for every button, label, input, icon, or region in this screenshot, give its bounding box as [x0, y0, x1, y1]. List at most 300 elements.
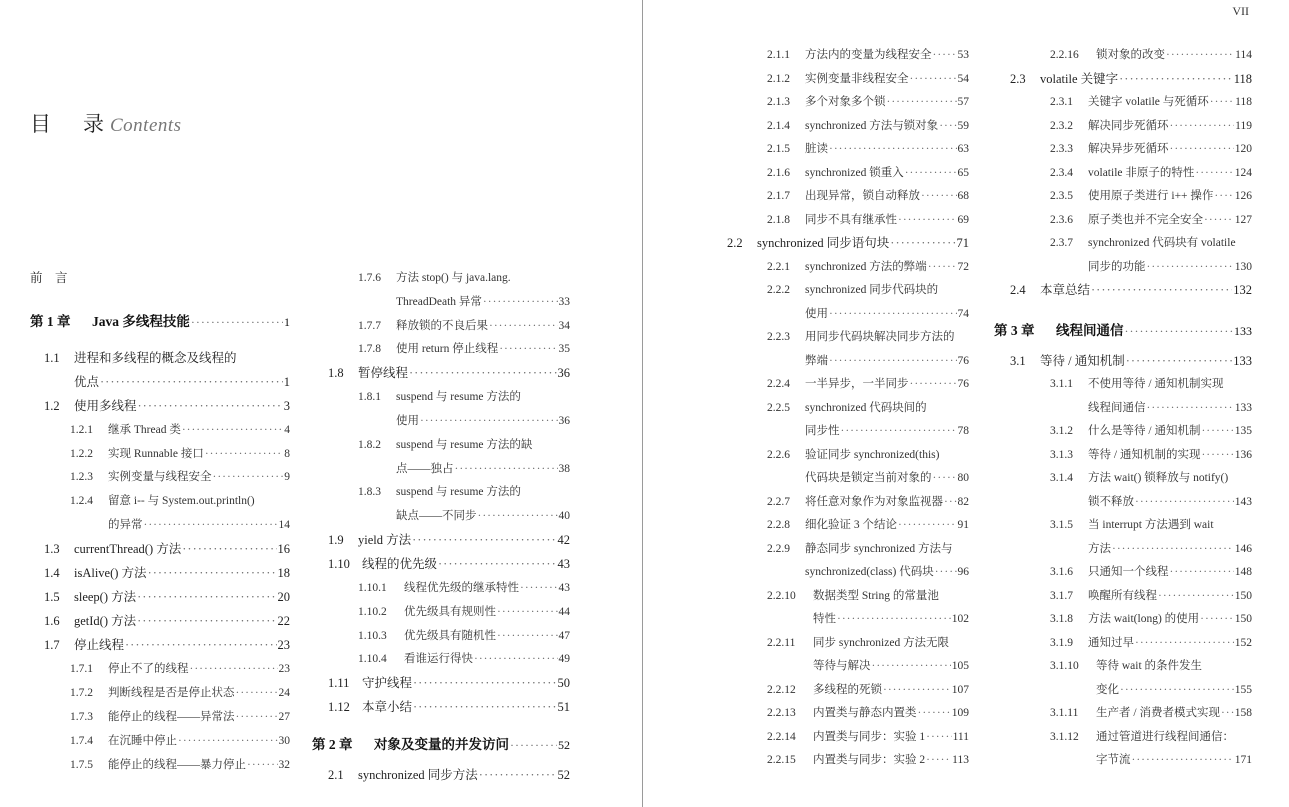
toc-entry[interactable] — [767, 211, 969, 229]
toc-leader-dots — [236, 684, 278, 702]
toc-entry-number: 1.11 — [328, 676, 350, 690]
toc-entry-number: 2.2.2 — [767, 284, 790, 296]
toc-entry[interactable] — [805, 563, 969, 581]
toc-leader-dots — [944, 493, 957, 511]
toc-entry-number: 3.1.2 — [1050, 425, 1073, 437]
toc-entry[interactable] — [328, 698, 570, 716]
toc-entry-number: 2.2 — [727, 236, 743, 250]
toc-entry-number: 1.7.6 — [358, 272, 381, 284]
toc-entry[interactable] — [1050, 164, 1252, 182]
toc-entry[interactable] — [358, 627, 570, 645]
toc-leader-dots — [1125, 322, 1234, 340]
toc-entry[interactable] — [1050, 234, 1252, 252]
toc-entry-page: 146 — [1234, 543, 1252, 555]
toc-entry[interactable] — [70, 468, 290, 486]
toc-entry-label: 解决异步死循环 — [1088, 143, 1169, 155]
toc-leader-dots — [1120, 681, 1234, 699]
toc-entry[interactable] — [1050, 117, 1252, 135]
toc-leader-dots — [1214, 187, 1233, 205]
toc-entry-label: 线程间通信 — [1056, 323, 1124, 338]
toc-leader-dots — [236, 708, 278, 726]
toc-entry-label: 原子类也并不完全安全 — [1088, 214, 1203, 226]
toc-entry-number: 3.1.5 — [1050, 519, 1073, 531]
toc-entry-page: 105 — [951, 660, 969, 672]
toc-entry-number: 2.2.10 — [767, 590, 796, 602]
toc-entry[interactable] — [767, 93, 969, 111]
toc-leader-dots — [1195, 164, 1233, 182]
toc-entry-label: 将任意对象作为对象监视器 — [805, 496, 943, 508]
toc-entry-label: 释放锁的不良后果 — [396, 320, 488, 332]
toc-leader-dots — [898, 211, 957, 229]
toc-leader-dots — [898, 516, 957, 534]
toc-leader-dots — [438, 555, 556, 573]
toc-leader-dots — [1221, 704, 1234, 722]
toc-entry[interactable] — [44, 540, 290, 558]
toc-entry-number: 3.1.12 — [1050, 731, 1079, 743]
toc-entry[interactable] — [358, 317, 570, 335]
toc-entry-label: 暂停线程 — [358, 366, 409, 380]
toc-entry[interactable] — [1050, 46, 1252, 64]
toc-entry[interactable] — [358, 388, 570, 406]
toc-entry[interactable] — [1096, 751, 1252, 769]
toc-leader-dots — [841, 422, 957, 440]
toc-leader-dots — [474, 650, 558, 668]
toc-entry[interactable] — [70, 756, 290, 774]
toc-entry[interactable] — [312, 736, 570, 754]
toc-entry[interactable] — [1096, 681, 1252, 699]
toc-entry-number: 1.2.2 — [70, 448, 93, 460]
toc-entry[interactable] — [767, 187, 969, 205]
toc-entry-label: 唤醒所有线程 — [1088, 590, 1157, 602]
toc-entry[interactable] — [767, 681, 969, 699]
toc-entry-label: 细化验证 3 个结论 — [805, 519, 897, 531]
toc-title-char-2: 录 — [83, 112, 104, 136]
toc-entry[interactable] — [358, 269, 570, 287]
toc-entry-label: 方法内的变量为线程安全 — [805, 49, 932, 61]
toc-leader-dots — [910, 70, 957, 88]
toc-leader-dots — [497, 627, 558, 645]
toc-entry[interactable] — [1088, 493, 1252, 511]
toc-entry-page: 158 — [1234, 707, 1252, 719]
toc-entry-label: 使用多线程 — [74, 399, 137, 413]
toc-entry[interactable] — [1050, 469, 1252, 487]
toc-entry[interactable] — [1050, 446, 1252, 464]
toc-entry-page: 133 — [1233, 354, 1252, 368]
toc-entry[interactable] — [1050, 657, 1252, 675]
toc-entry-label: suspend 与 resume 方法的 — [396, 486, 521, 498]
toc-entry[interactable] — [1010, 70, 1252, 88]
toc-entry-label: 停止不了的线程 — [108, 663, 189, 675]
toc-entry[interactable] — [1088, 540, 1252, 558]
toc-leader-dots — [890, 234, 955, 252]
toc-entry[interactable] — [70, 660, 290, 678]
toc-entry[interactable] — [328, 555, 570, 573]
toc-entry[interactable] — [1010, 352, 1252, 370]
toc-entry-label: 线程的优先级 — [362, 557, 438, 571]
toc-entry-label: suspend 与 resume 方法的缺 — [396, 439, 533, 451]
toc-leader-dots — [1166, 46, 1234, 64]
toc-entry-label: 只通知一个线程 — [1088, 566, 1169, 578]
toc-entry[interactable] — [396, 460, 570, 478]
toc-entry-page: 36 — [557, 366, 570, 380]
toc-entry-label: 线程间通信 — [1088, 402, 1146, 414]
toc-entry-label: 对象及变量的并发访问 — [374, 737, 509, 752]
toc-entry-page: 133 — [1234, 324, 1252, 338]
toc-entry-number: 2.3.4 — [1050, 167, 1073, 179]
toc-entry-number: 1.10.4 — [358, 653, 387, 665]
toc-leader-dots — [478, 507, 558, 525]
toc-entry-page: 133 — [1234, 402, 1252, 414]
toc-entry[interactable] — [767, 399, 969, 417]
toc-entry-number: 2.2.8 — [767, 519, 790, 531]
toc-entry-number: 第 1 章 — [30, 314, 71, 329]
toc-entry[interactable] — [1050, 516, 1252, 534]
toc-leader-dots — [182, 540, 276, 558]
toc-entry[interactable] — [767, 140, 969, 158]
toc-entry-number: 1.7.8 — [358, 343, 381, 355]
toc-entry[interactable] — [74, 373, 290, 391]
toc-entry[interactable] — [44, 397, 290, 415]
toc-entry-label: 一半异步，一半同步 — [805, 378, 909, 390]
toc-entry-page: 24 — [278, 687, 290, 699]
toc-entry-number: 3.1.7 — [1050, 590, 1073, 602]
toc-entry-label: getId() 方法 — [74, 614, 137, 628]
toc-entry-page: 54 — [957, 73, 969, 85]
toc-entry[interactable] — [30, 269, 290, 287]
toc-entry[interactable] — [767, 164, 969, 182]
toc-entry-number: 2.3 — [1010, 72, 1026, 86]
toc-entry-number: 3.1.6 — [1050, 566, 1073, 578]
toc-entry-page: 102 — [951, 613, 969, 625]
toc-entry[interactable] — [396, 412, 570, 430]
toc-entry[interactable] — [70, 684, 290, 702]
toc-entry-number: 1.7.5 — [70, 759, 93, 771]
toc-entry-number: 2.2.7 — [767, 496, 790, 508]
toc-entry-label: 方法 wait() 锁释放与 notify() — [1088, 472, 1229, 484]
toc-entry-number: 1.12 — [328, 700, 350, 714]
toc-entry-label: 变化 — [1096, 684, 1119, 696]
toc-entry[interactable] — [70, 492, 290, 510]
toc-entry[interactable] — [767, 46, 969, 64]
toc-entry-page: 23 — [277, 638, 290, 652]
toc-entry-page: 38 — [558, 463, 570, 475]
toc-entry-page: 126 — [1234, 190, 1252, 202]
toc-leader-dots — [837, 610, 951, 628]
toc-entry[interactable] — [767, 117, 969, 135]
toc-entry-page: 20 — [277, 590, 290, 604]
toc-entry[interactable] — [767, 516, 969, 534]
toc-title-english: Contents — [110, 115, 182, 136]
toc-entry-number: 2.3.2 — [1050, 120, 1073, 132]
toc-entry-page: 47 — [558, 630, 570, 642]
toc-entry[interactable] — [44, 636, 290, 654]
toc-entry[interactable] — [396, 293, 570, 311]
toc-entry[interactable] — [767, 540, 969, 558]
toc-entry-page: 132 — [1233, 283, 1252, 297]
toc-entry[interactable] — [70, 708, 290, 726]
toc-entry[interactable] — [1050, 93, 1252, 111]
toc-entry-label: 继承 Thread 类 — [108, 424, 181, 436]
toc-leader-dots — [1126, 352, 1233, 370]
toc-entry[interactable] — [767, 446, 969, 464]
toc-leader-dots — [1132, 751, 1234, 769]
toc-entry-label: 同步 synchronized 方法无限 — [813, 637, 950, 649]
toc-entry-page: 1 — [283, 375, 290, 389]
toc-leader-dots — [935, 563, 957, 581]
toc-entry-number: 2.2.11 — [767, 637, 796, 649]
toc-entry[interactable] — [70, 421, 290, 439]
toc-entry-number: 3.1.10 — [1050, 660, 1079, 672]
toc-entry-label: synchronized 方法的弊端 — [805, 261, 927, 273]
toc-leader-dots — [1158, 587, 1234, 605]
toc-leader-dots — [1170, 117, 1235, 135]
toc-entry-label: 本章总结 — [1040, 283, 1091, 297]
toc-entry-label: 内置类与同步：实验 2 — [813, 754, 926, 766]
toc-entry-number: 1.3 — [44, 542, 60, 556]
toc-entry-page: 63 — [957, 143, 969, 155]
toc-entry-page: 127 — [1234, 214, 1252, 226]
toc-entry-label: synchronized 同步方法 — [358, 768, 478, 782]
toc-entry[interactable] — [767, 328, 969, 346]
toc-entry-page: 80 — [957, 472, 969, 484]
toc-entry[interactable] — [813, 610, 969, 628]
toc-entry-page: 109 — [951, 707, 969, 719]
toc-entry[interactable] — [767, 493, 969, 511]
toc-entry-label: 生产者 / 消费者模式实现 — [1096, 707, 1220, 719]
toc-entry-page: 16 — [277, 542, 290, 556]
toc-entry-page: 124 — [1234, 167, 1252, 179]
toc-entry[interactable] — [767, 70, 969, 88]
toc-entry[interactable] — [1010, 281, 1252, 299]
toc-entry-label: currentThread() 方法 — [74, 542, 182, 556]
toc-entry[interactable] — [994, 322, 1252, 340]
toc-entry[interactable] — [358, 603, 570, 621]
toc-leader-dots — [1201, 446, 1233, 464]
toc-entry[interactable] — [1050, 704, 1252, 722]
toc-entry-label: 不使用等待 / 通知机制实现 — [1088, 378, 1224, 390]
toc-entry[interactable] — [44, 349, 290, 367]
toc-entry-label: 同步的功能 — [1088, 261, 1146, 273]
toc-entry-page: 18 — [277, 566, 290, 580]
toc-entry[interactable] — [805, 352, 969, 370]
toc-entry[interactable] — [1050, 728, 1252, 746]
toc-entry[interactable] — [70, 445, 290, 463]
toc-leader-dots — [137, 588, 276, 606]
toc-entry-label: 使用 — [805, 308, 828, 320]
toc-entry[interactable] — [1050, 211, 1252, 229]
toc-entry-page: 34 — [558, 320, 570, 332]
toc-leader-dots — [205, 445, 283, 463]
toc-leader-dots — [1091, 281, 1232, 299]
toc-entry[interactable] — [805, 422, 969, 440]
toc-entry-number: 1.10 — [328, 557, 350, 571]
toc-leader-dots — [1210, 93, 1234, 111]
toc-entry[interactable] — [767, 704, 969, 722]
toc-leader-dots — [489, 317, 558, 335]
toc-entry-label: 点——独占 — [396, 463, 454, 475]
toc-entry[interactable] — [328, 531, 570, 549]
toc-entry-number: 2.3.1 — [1050, 96, 1073, 108]
toc-leader-dots — [928, 258, 957, 276]
toc-entry[interactable] — [767, 281, 969, 299]
toc-entry-page: 148 — [1234, 566, 1252, 578]
toc-entry-label: 锁不释放 — [1088, 496, 1134, 508]
toc-entry-label: 多线程的死锁 — [813, 684, 882, 696]
toc-entry-page: 69 — [957, 214, 969, 226]
toc-leader-dots — [178, 732, 278, 750]
toc-leader-dots — [190, 660, 278, 678]
toc-entry-page: 74 — [957, 308, 969, 320]
toc-entry-number: 2.2.16 — [1050, 49, 1079, 61]
toc-entry-number: 2.2.4 — [767, 378, 790, 390]
toc-leader-dots — [137, 612, 276, 630]
toc-entry[interactable] — [767, 634, 969, 652]
toc-entry[interactable] — [805, 469, 969, 487]
toc-entry-page: 119 — [1235, 120, 1252, 132]
toc-leader-dots — [1170, 563, 1234, 581]
toc-entry[interactable] — [727, 234, 969, 252]
toc-entry-label: 数据类型 String 的常量池 — [813, 590, 939, 602]
toc-entry-page: 113 — [952, 754, 969, 766]
toc-entry-label: 同步不具有继承性 — [805, 214, 897, 226]
toc-entry[interactable] — [328, 766, 570, 784]
toc-entry-page: 114 — [1235, 49, 1252, 61]
toc-entry[interactable] — [358, 483, 570, 501]
toc-entry[interactable] — [44, 564, 290, 582]
toc-entry-label: 判断线程是否是停止状态 — [108, 687, 235, 699]
toc-entry-page: 82 — [957, 496, 969, 508]
toc-entry-label: 线程优先级的继承特性 — [404, 582, 519, 594]
toc-entry[interactable] — [1088, 399, 1252, 417]
toc-entry[interactable] — [813, 657, 969, 675]
toc-entry-label: 等待与解决 — [813, 660, 871, 672]
toc-entry[interactable] — [767, 751, 969, 769]
toc-entry[interactable] — [767, 258, 969, 276]
toc-entry-number: 2.4 — [1010, 283, 1026, 297]
toc-entry-page: 14 — [278, 519, 290, 531]
toc-entry[interactable] — [108, 516, 290, 534]
toc-entry-page: 59 — [957, 120, 969, 132]
toc-entry-page: 76 — [957, 378, 969, 390]
toc-entry-page: 52 — [558, 738, 570, 752]
toc-entry-label: 等待 / 通知机制 — [1040, 354, 1125, 368]
toc-entry-number: 2.3.6 — [1050, 214, 1073, 226]
toc-entry[interactable] — [1050, 587, 1252, 605]
toc-entry-label: 代码块是锁定当前对象的 — [805, 472, 932, 484]
toc-leader-dots — [479, 766, 557, 784]
toc-entry-page: 118 — [1233, 72, 1252, 86]
toc-entry-label: volatile 关键字 — [1040, 72, 1119, 86]
toc-leader-dots — [1112, 540, 1234, 558]
toc-entry-number: 1.2 — [44, 399, 60, 413]
toc-entry-page: 143 — [1234, 496, 1252, 508]
toc-entry[interactable] — [1050, 140, 1252, 158]
toc-leader-dots — [138, 397, 283, 415]
toc-leader-dots — [483, 293, 558, 311]
toc-entry[interactable] — [358, 579, 570, 597]
toc-entry-number: 1.8.2 — [358, 439, 381, 451]
toc-entry-label: 使用 return 停止线程 — [396, 343, 499, 355]
toc-entry-label: 出现异常，锁自动释放 — [805, 190, 920, 202]
toc-leader-dots — [499, 340, 557, 358]
toc-entry-number: 第 3 章 — [994, 323, 1035, 338]
toc-entry-number: 3.1.9 — [1050, 637, 1073, 649]
toc-entry-number: 1.7 — [44, 638, 60, 652]
toc-entry-label: 静态同步 synchronized 方法与 — [805, 543, 953, 555]
toc-entry[interactable] — [1050, 187, 1252, 205]
toc-entry[interactable] — [767, 728, 969, 746]
toc-entry-label: 能停止的线程——异常法 — [108, 711, 235, 723]
toc-leader-dots — [1135, 634, 1234, 652]
toc-entry[interactable] — [70, 732, 290, 750]
toc-entry[interactable] — [358, 340, 570, 358]
toc-entry[interactable] — [328, 364, 570, 382]
toc-entry[interactable] — [396, 507, 570, 525]
toc-entry-number: 1.4 — [44, 566, 60, 580]
toc-leader-dots — [829, 352, 957, 370]
toc-entry-number: 1.7.7 — [358, 320, 381, 332]
toc-entry-page: 27 — [278, 711, 290, 723]
toc-entry-page: 35 — [558, 343, 570, 355]
toc-entry[interactable] — [1050, 422, 1252, 440]
toc-entry[interactable] — [767, 587, 969, 605]
toc-leader-dots — [883, 681, 951, 699]
toc-entry-number: 2.1.7 — [767, 190, 790, 202]
toc-entry[interactable] — [44, 588, 290, 606]
toc-entry-page: 33 — [558, 296, 570, 308]
toc-entry-label: 什么是等待 / 通知机制 — [1088, 425, 1201, 437]
toc-entry-number: 3.1.8 — [1050, 613, 1073, 625]
toc-entry-page: 52 — [557, 768, 570, 782]
toc-entry[interactable] — [44, 612, 290, 630]
toc-entry[interactable] — [358, 436, 570, 454]
toc-entry[interactable] — [30, 313, 290, 331]
toc-entry[interactable] — [805, 305, 969, 323]
toc-entry[interactable] — [328, 674, 570, 692]
toc-leader-dots — [926, 751, 951, 769]
toc-entry-page: 53 — [957, 49, 969, 61]
toc-entry-number: 1.8.1 — [358, 391, 381, 403]
toc-entry-page: 50 — [557, 676, 570, 690]
toc-entry[interactable] — [1050, 634, 1252, 652]
toc-leader-dots — [413, 698, 556, 716]
toc-leader-dots — [933, 469, 957, 487]
toc-entry-page: 51 — [557, 700, 570, 714]
toc-entry-number: 2.3.7 — [1050, 237, 1073, 249]
toc-entry-label: synchronized 代码块间的 — [805, 402, 927, 414]
toc-entry[interactable] — [1050, 375, 1252, 393]
toc-entry-number: 1.2.3 — [70, 471, 93, 483]
toc-entry[interactable] — [767, 375, 969, 393]
toc-title — [30, 108, 182, 138]
toc-entry[interactable] — [1050, 563, 1252, 581]
toc-entry-label: 实例变量非线程安全 — [805, 73, 909, 85]
toc-entry-label: synchronized 方法与锁对象 — [805, 120, 939, 132]
toc-entry-label: 弊端 — [805, 355, 828, 367]
toc-entry[interactable] — [358, 650, 570, 668]
toc-leader-dots — [1147, 258, 1234, 276]
toc-entry-page: 57 — [957, 96, 969, 108]
toc-entry[interactable] — [1088, 258, 1252, 276]
toc-entry-number: 3.1.11 — [1050, 707, 1079, 719]
toc-leader-dots — [1201, 422, 1233, 440]
toc-leader-dots — [872, 657, 951, 675]
toc-leader-dots — [213, 468, 284, 486]
toc-entry-label: 方法 wait(long) 的使用 — [1088, 613, 1200, 625]
toc-entry[interactable] — [1050, 610, 1252, 628]
toc-entry-page: 65 — [957, 167, 969, 179]
toc-leader-dots — [497, 603, 558, 621]
